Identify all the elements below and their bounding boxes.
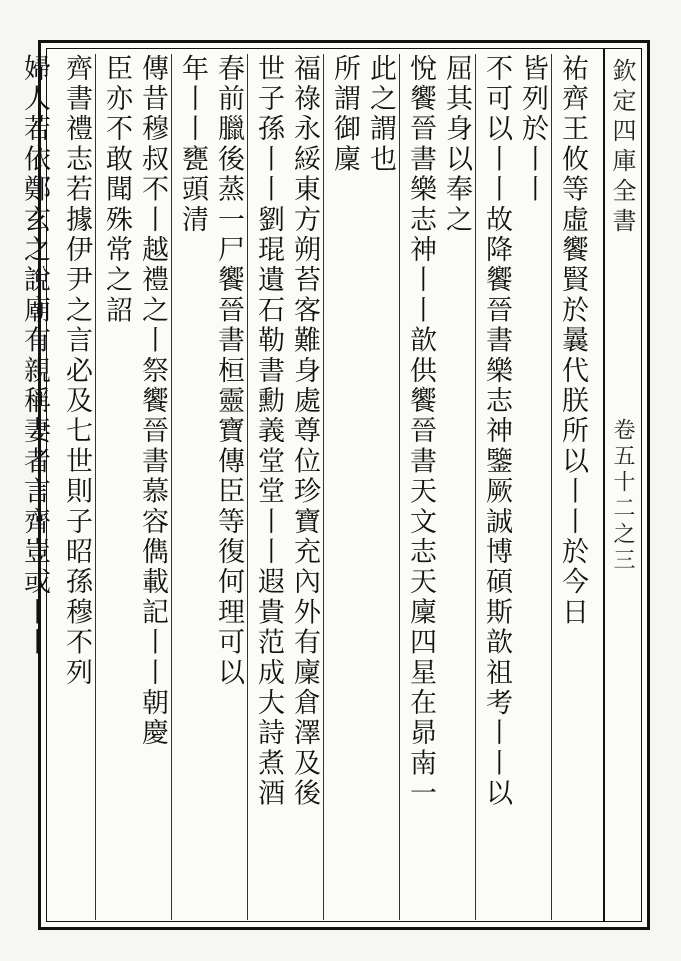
text-column-5: 悅饗晉書樂志神丨丨歆供饗晉書天文志天廩四星在昴南一 [405, 54, 436, 809]
text-block [56, 54, 592, 920]
text-column-7: 所謂御廩 [329, 54, 360, 175]
page-header [603, 48, 641, 922]
text-column-1: 祐齊王攸等虛饗賢於曩代朕所以丨丨於今日 [557, 54, 588, 628]
text-column-4: 屈其身以奉之 [441, 54, 472, 236]
text-column-9: 世子孫丨丨劉琨遺石勒書勳義堂堂丨丨遐貴范成大詩煮酒 [253, 54, 284, 809]
text-column-12: 傳昔穆叔不丨越禮之丨祭饗晉書慕容儁載記丨丨朝慶 [137, 54, 168, 749]
text-column-6: 此之謂也 [365, 54, 396, 175]
volume-label: 卷五十二之三 [610, 418, 635, 574]
text-column-2: 皆列於丨丨 [517, 54, 548, 205]
text-column-13: 臣亦不敢聞殊常之詔 [101, 54, 132, 326]
text-column-10: 春前臘後蒸一尸饗晉書桓靈寶傳臣等復何理可以 [213, 54, 244, 689]
text-column-3: 不可以丨丨故降饗晉書樂志神鑒厥誠博碩斯歆祖考丨丨以 [481, 54, 512, 809]
book-title: 欽定四庫全書 [608, 58, 636, 238]
text-column-14: 齊書禮志若據伊尹之言必及七世則子昭孫穆不列 [61, 54, 92, 689]
text-column-15: 婦人若依鄭玄之說廟有親稱妻者言齊豈或丨丨 [19, 54, 50, 658]
text-column-11: 年丨丨甕頭清 [177, 54, 208, 236]
text-column-8: 福祿永綏東方朔苔客難身處尊位珍寶充內外有廩倉澤及後 [289, 54, 320, 809]
